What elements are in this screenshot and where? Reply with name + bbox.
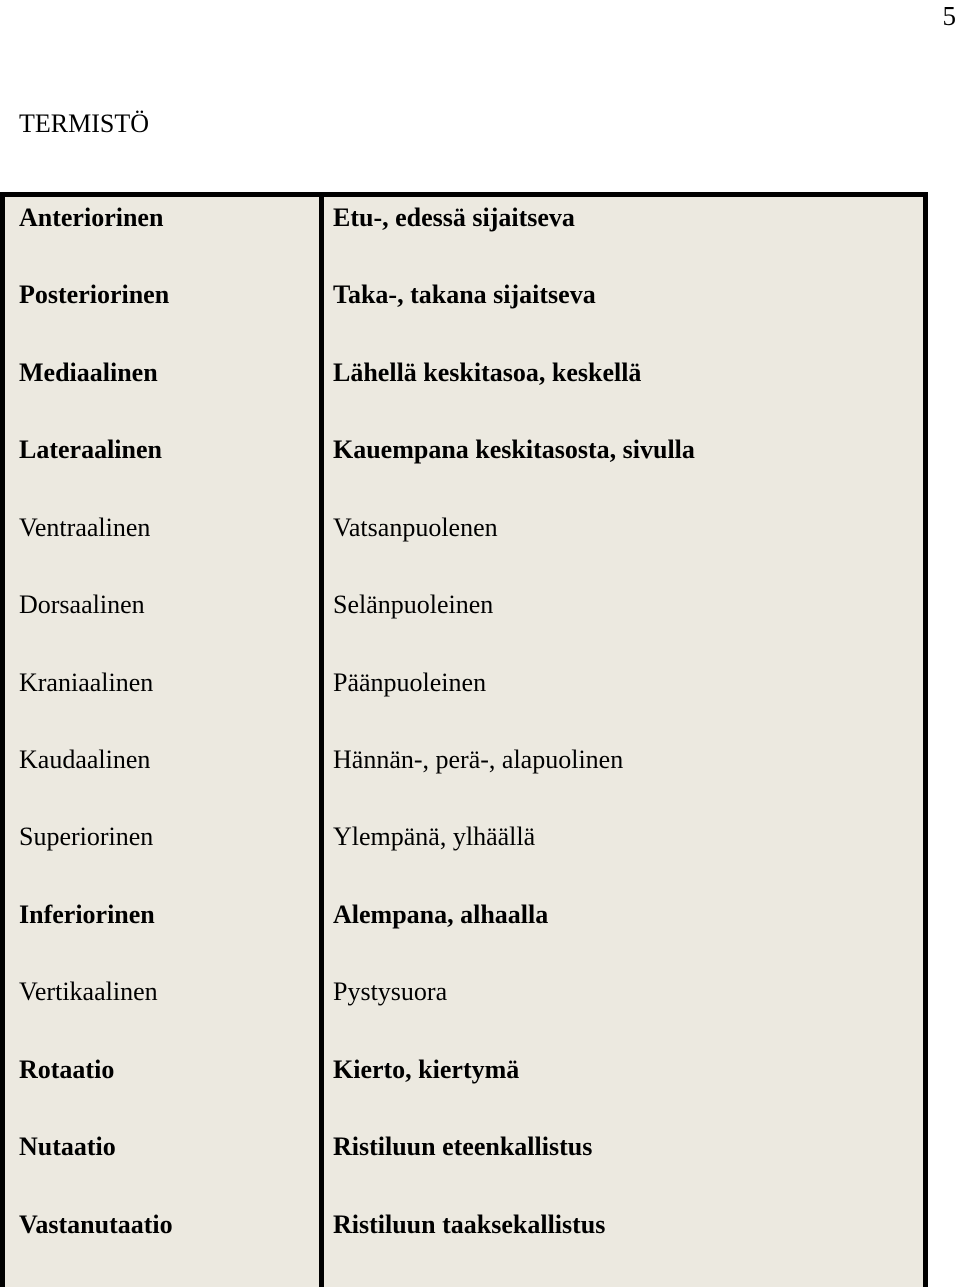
term-definition: Ristiluun eteenkallistus: [333, 1132, 593, 1162]
term-row: [5, 1127, 923, 1167]
term-definition: Etu-, edessä sijaitseva: [333, 203, 575, 232]
term-name: Lateraalinen: [19, 435, 162, 465]
term-name: Inferiorinen: [19, 899, 155, 929]
term-row: [5, 817, 923, 857]
term-name: Nutaatio: [19, 1132, 116, 1162]
term-row: [5, 895, 923, 935]
term-row: [5, 353, 923, 393]
term-definition: Hännän-, perä-, alapuolinen: [333, 745, 624, 774]
term-name: Anteriorinen: [19, 203, 164, 232]
term-definition: Kierto, kiertymä: [333, 1054, 520, 1084]
term-definition: Ylempänä, ylhäällä: [333, 822, 536, 852]
term-row: [5, 275, 923, 315]
term-row: [5, 585, 923, 625]
term-definition: Ristiluun taaksekallistus: [333, 1209, 606, 1239]
page-number: 5: [942, 1, 956, 31]
term-name: Posteriorinen: [19, 280, 170, 310]
term-definition: Selänpuoleinen: [333, 590, 494, 620]
term-row: [5, 198, 923, 238]
term-row: [5, 663, 923, 703]
terminology-table: [0, 192, 928, 1287]
term-name: Vastanutaatio: [19, 1209, 173, 1239]
term-definition: Kauempana keskitasosta, sivulla: [333, 435, 695, 465]
term-name: Superiorinen: [19, 822, 154, 852]
term-name: Mediaalinen: [19, 357, 158, 387]
term-definition: Lähellä keskitasoa, keskellä: [333, 357, 642, 387]
term-name: Rotaatio: [19, 1054, 115, 1084]
term-row: [5, 972, 923, 1012]
term-definition: Taka-, takana sijaitseva: [333, 280, 596, 310]
term-row: [5, 508, 923, 548]
term-name: Kraniaalinen: [19, 667, 154, 697]
term-definition: Päänpuoleinen: [333, 667, 487, 697]
term-name: Ventraalinen: [19, 512, 151, 542]
term-definition: Vatsanpuolenen: [333, 512, 498, 542]
page-heading: TERMISTÖ: [19, 109, 149, 138]
term-row: [5, 740, 923, 780]
term-definition: Alempana, alhaalla: [333, 899, 549, 929]
term-name: Kaudaalinen: [19, 745, 151, 774]
term-row: [5, 1205, 923, 1245]
term-row: [5, 1050, 923, 1090]
term-name: Vertikaalinen: [19, 977, 158, 1007]
term-definition: Pystysuora: [333, 977, 448, 1007]
term-name: Dorsaalinen: [19, 590, 145, 620]
term-row: [5, 430, 923, 470]
